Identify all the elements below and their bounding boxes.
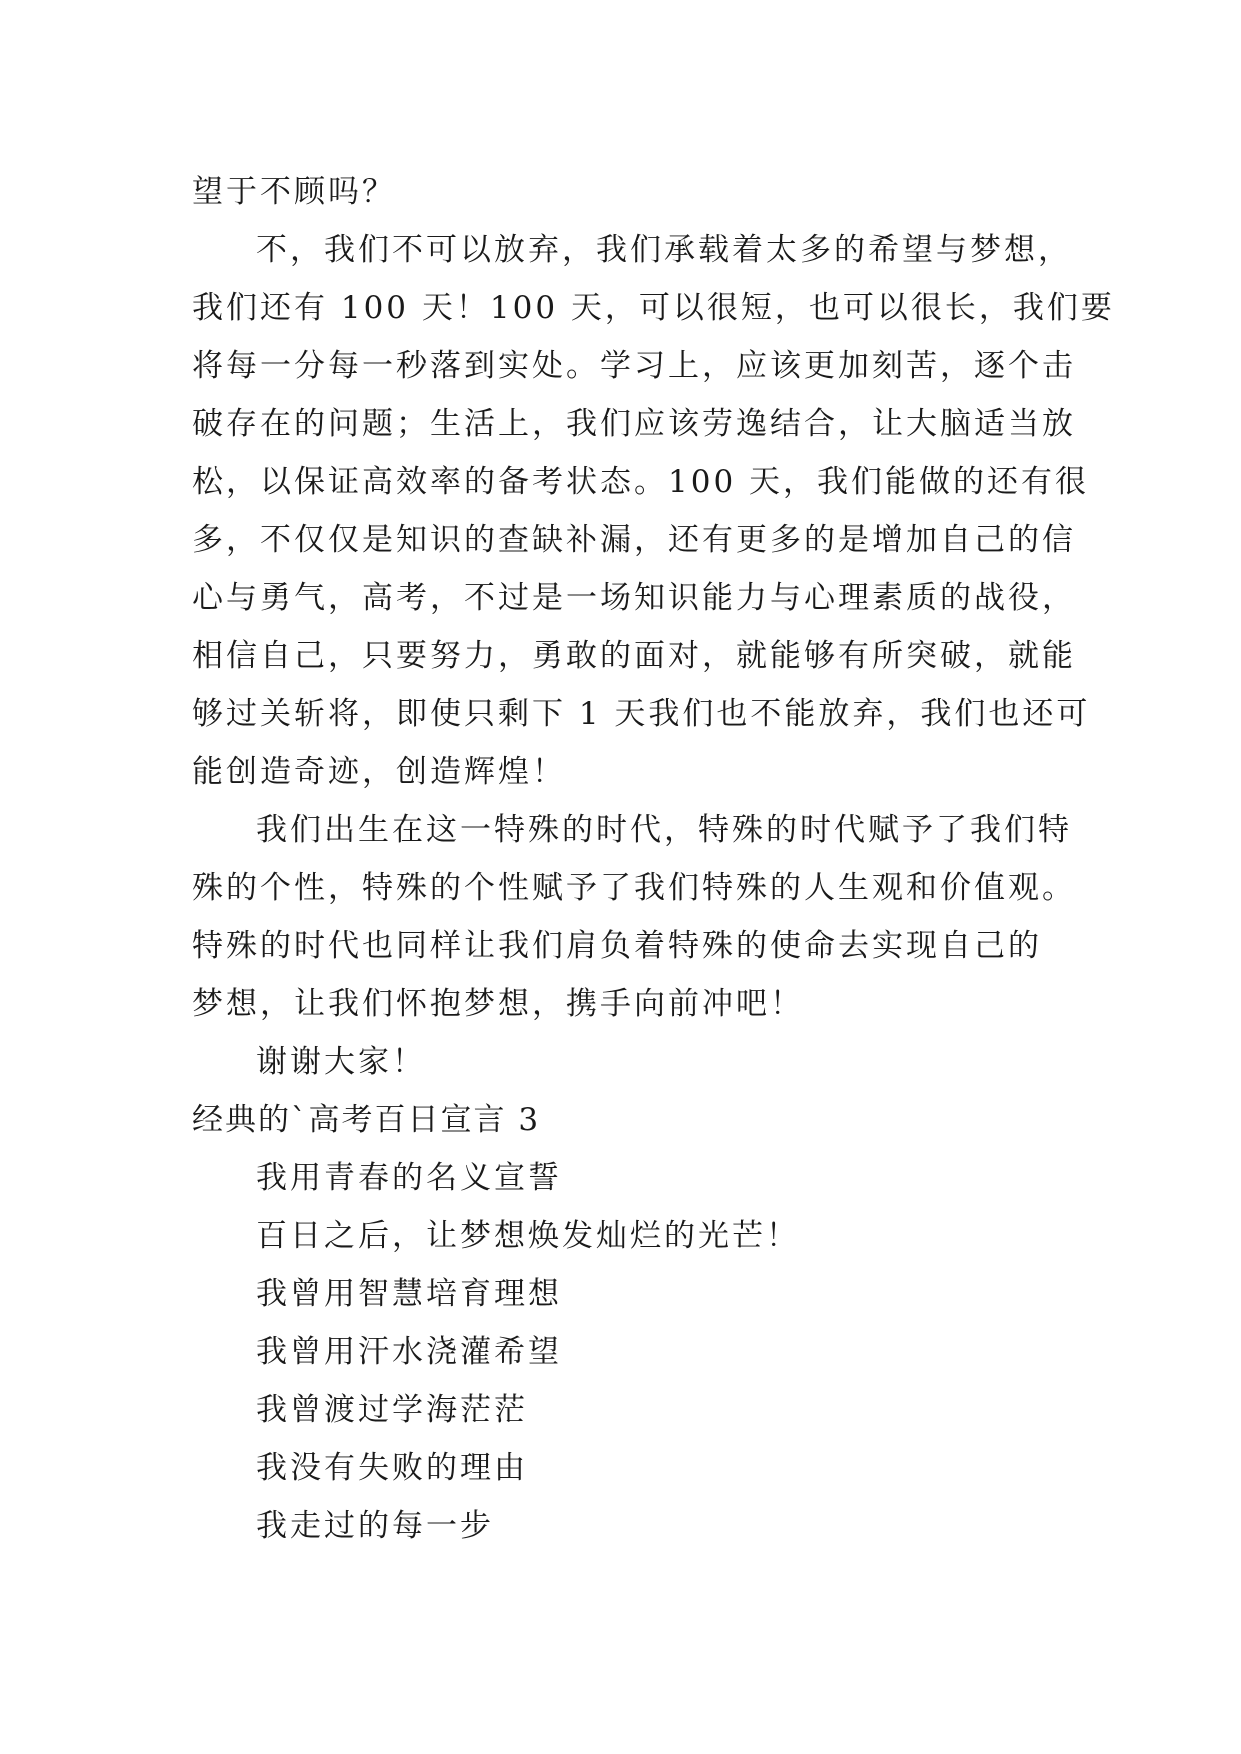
verse-line: 我用青春的名义宣誓 — [256, 1160, 562, 1196]
paragraph-line: 多，不仅仅是知识的查缺补漏，还有更多的是增加自己的信 — [192, 522, 1076, 558]
paragraph-line: 不，我们不可以放弃，我们承载着太多的希望与梦想， — [256, 232, 1072, 268]
document-body — [192, 163, 1115, 1555]
paragraph-line: 心与勇气，高考，不过是一场知识能力与心理素质的战役， — [192, 580, 1076, 616]
paragraph-line: 松，以保证高效率的备考状态。100 天，我们能做的还有很 — [192, 464, 1090, 500]
paragraph-line: 够过关斩将，即使只剩下 1 天我们也不能放弃，我们也还可 — [192, 696, 1091, 732]
section-heading: 经典的`高考百日宣言 3 — [192, 1102, 541, 1138]
paragraph-line: 殊的个性，特殊的个性赋予了我们特殊的人生观和价值观。 — [192, 870, 1076, 906]
verse-line: 我曾用智慧培育理想 — [256, 1276, 562, 1312]
paragraph-line: 我们还有 100 天！100 天，可以很短，也可以很长，我们要 — [192, 290, 1115, 326]
paragraph-line: 能创造奇迹，创造辉煌！ — [192, 754, 566, 790]
paragraph-line: 特殊的时代也同样让我们肩负着特殊的使命去实现自己的 — [192, 928, 1042, 964]
verse-line: 我曾渡过学海茫茫 — [256, 1392, 528, 1428]
verse-line: 我没有失败的理由 — [256, 1450, 528, 1486]
verse-line: 我走过的每一步 — [256, 1508, 494, 1544]
paragraph-line: 梦想，让我们怀抱梦想，携手向前冲吧！ — [192, 986, 804, 1022]
closing-line: 谢谢大家！ — [256, 1044, 426, 1080]
paragraph-line: 望于不顾吗？ — [192, 174, 396, 210]
verse-line: 百日之后，让梦想焕发灿烂的光芒！ — [256, 1218, 800, 1254]
verse-line: 我曾用汗水浇灌希望 — [256, 1334, 562, 1370]
paragraph-line: 将每一分每一秒落到实处。学习上，应该更加刻苦，逐个击 — [192, 348, 1076, 384]
paragraph-line: 我们出生在这一特殊的时代，特殊的时代赋予了我们特 — [256, 812, 1072, 848]
paragraph-line: 破存在的问题；生活上，我们应该劳逸结合，让大脑适当放 — [192, 406, 1076, 442]
paragraph-line: 相信自己，只要努力，勇敢的面对，就能够有所突破，就能 — [192, 638, 1076, 674]
